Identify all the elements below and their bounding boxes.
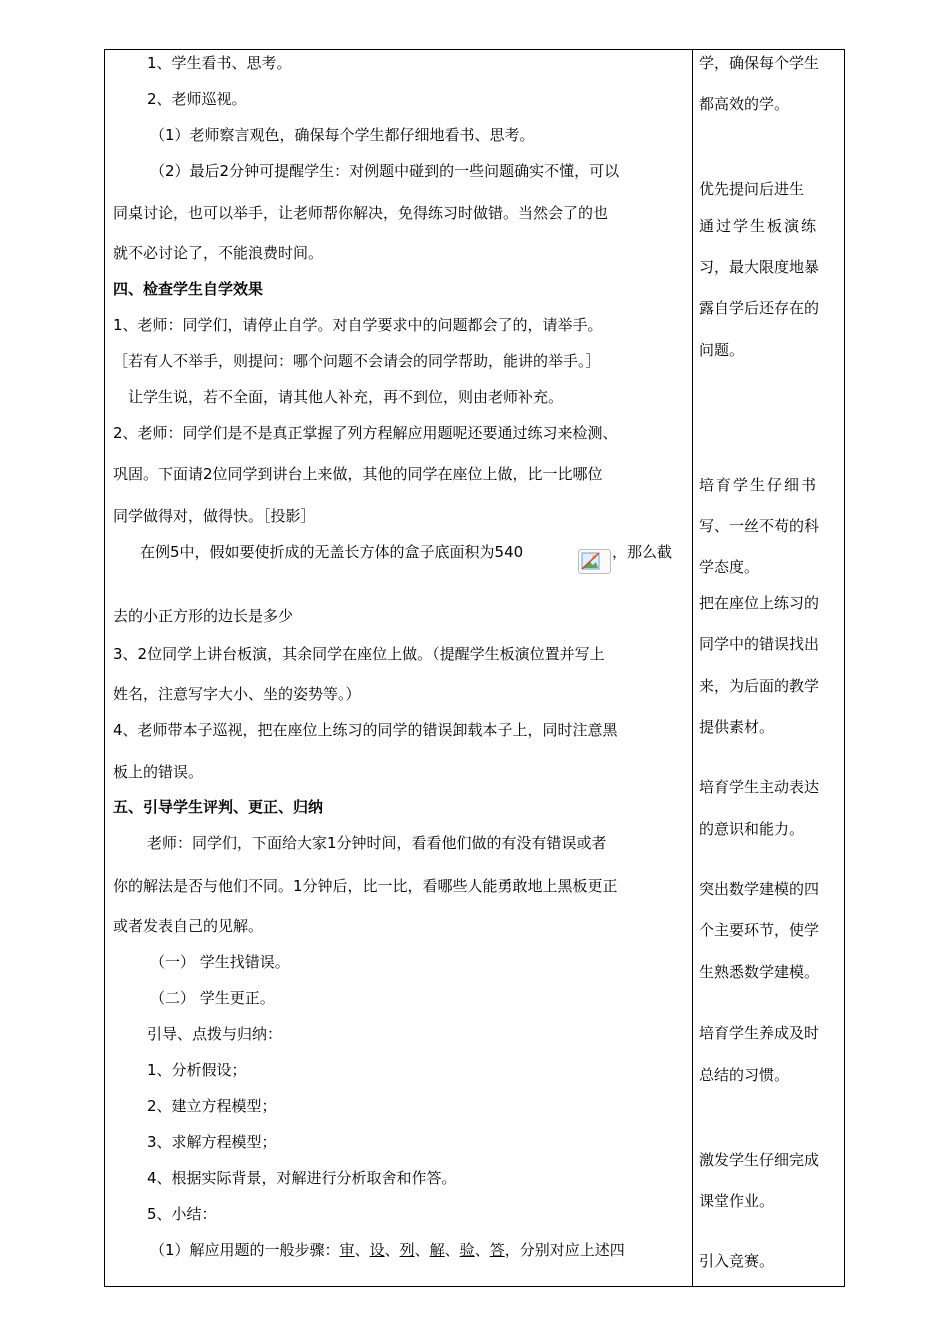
steps-tail: ，分别对应上述四 — [504, 1241, 625, 1259]
side-note-line: 习，最大限度地暴 — [699, 258, 820, 276]
main-line: 1、学生看书、思考。 — [147, 54, 292, 72]
main-line: 或者发表自己的见解。 — [113, 917, 264, 935]
step-sep: 、 — [444, 1241, 460, 1259]
main-line: 板上的错误。 — [113, 763, 204, 781]
step-sep: 、 — [354, 1241, 370, 1259]
side-note-line: 生熟悉数学建模。 — [699, 963, 820, 981]
step-sep: 、 — [414, 1241, 430, 1259]
main-line: （2）最后2分钟可提醒学生：对例题中碰到的一些问题确实不懂，可以 — [150, 162, 620, 180]
side-note-line: 把在座位上练习的 — [699, 594, 820, 612]
main-line: 2、老师巡视。 — [147, 90, 247, 108]
main-line: 1、老师：同学们，请停止自学。对自学要求中的问题都会了的，请举手。 — [113, 316, 603, 334]
side-note-line: 突出数学建模的四 — [699, 880, 820, 898]
main-line: 5、小结： — [147, 1205, 217, 1223]
side-note-line: 优先提问后进生 — [699, 180, 805, 198]
step-sep: 、 — [474, 1241, 490, 1259]
main-line: 1、分析假设； — [147, 1061, 247, 1079]
side-note-line: 提供素材。 — [699, 718, 775, 736]
broken-image-icon — [578, 549, 611, 574]
side-note-line: 总结的习惯。 — [699, 1066, 790, 1084]
main-line: ，那么截 — [612, 543, 673, 561]
main-line: 同学做得对，做得快。［投影］ — [113, 507, 316, 525]
main-line: 就不必讨论了，不能浪费时间。 — [113, 244, 324, 262]
steps-line — [150, 1240, 625, 1260]
side-note-line: 问题。 — [699, 341, 745, 359]
side-note-line: 学态度。 — [699, 558, 760, 576]
main-line: 去的小正方形的边长是多少 — [113, 607, 294, 625]
side-note-line: 同学中的错误找出 — [699, 635, 820, 653]
step-da: 答 — [489, 1241, 505, 1259]
main-line: 3、求解方程模型； — [147, 1133, 277, 1151]
step-jie: 解 — [429, 1241, 445, 1259]
main-line: 2、建立方程模型； — [147, 1097, 277, 1115]
side-note-line: 露自学后还存在的 — [699, 299, 820, 317]
main-line: 同桌讨论，也可以举手，让老师帮你解决，免得练习时做错。当然会了的也 — [113, 204, 609, 222]
side-note-line: 都高效的学。 — [699, 95, 790, 113]
side-note-line: 培育学生主动表达 — [699, 778, 820, 796]
section-heading: 五、引导学生评判、更正、归纳 — [113, 798, 324, 816]
side-note-line: 通过学生板演练 — [699, 217, 819, 235]
main-line: 4、根据实际背景，对解进行分析取舍和作答。 — [147, 1169, 457, 1187]
main-line: 3、2位同学上讲台板演，其余同学在座位上做。（提醒学生板演位置并写上 — [113, 645, 605, 663]
step-shen: 审 — [339, 1241, 355, 1259]
main-line: 巩固。下面请2位同学到讲台上来做，其他的同学在座位上做，比一比哪位 — [113, 465, 603, 483]
side-note-line: 写、一丝不苟的科 — [699, 517, 820, 535]
main-line: 在例5中，假如要使折成的无盖长方体的盒子底面积为540 — [140, 543, 524, 561]
side-note-line: 引入竞赛。 — [699, 1252, 775, 1270]
main-line: 引导、点拨与归纳： — [147, 1025, 283, 1043]
main-line: ［若有人不举手，则提问：哪个问题不会请会的同学帮助，能讲的举手。］ — [113, 352, 601, 370]
side-note-line: 个主要环节，使学 — [699, 921, 820, 939]
main-line: （一） 学生找错误。 — [150, 953, 290, 971]
side-note-line: 来，为后面的教学 — [699, 677, 820, 695]
main-line: 让学生说，若不全面，请其他人补充，再不到位，则由老师补充。 — [128, 388, 564, 406]
step-she: 设 — [369, 1241, 385, 1259]
side-note-line: 课堂作业。 — [699, 1192, 775, 1210]
main-line: 2、老师：同学们是不是真正掌握了列方程解应用题呢还要通过练习来检测、 — [113, 424, 618, 442]
step-yan: 验 — [459, 1241, 475, 1259]
side-note-line: 学，确保每个学生 — [699, 54, 820, 72]
side-note-line: 培育学生仔细书 — [699, 476, 819, 494]
side-note-line: 激发学生仔细完成 — [699, 1151, 820, 1169]
side-note-line: 培育学生养成及时 — [699, 1024, 820, 1042]
steps-label: （1）解应用题的一般步骤： — [150, 1241, 340, 1259]
main-line: 你的解法是否与他们不同。1分钟后，比一比，看哪些人能勇敢地上黑板更正 — [113, 877, 618, 895]
main-line: 姓名，注意写字大小、坐的姿势等。） — [113, 685, 361, 703]
section-heading: 四、检查学生自学效果 — [113, 280, 264, 298]
main-line: 4、老师带本子巡视，把在座位上练习的同学的错误卸载本子上，同时注意黑 — [113, 721, 618, 739]
main-line: （二） 学生更正。 — [150, 989, 275, 1007]
main-line: （1）老师察言观色，确保每个学生都仔细地看书、思考。 — [150, 126, 535, 144]
step-lie: 列 — [399, 1241, 415, 1259]
main-line: 老师：同学们，下面给大家1分钟时间，看看他们做的有没有错误或者 — [147, 834, 607, 852]
side-note-line: 的意识和能力。 — [699, 820, 805, 838]
column-divider — [692, 49, 693, 1287]
step-sep: 、 — [384, 1241, 400, 1259]
